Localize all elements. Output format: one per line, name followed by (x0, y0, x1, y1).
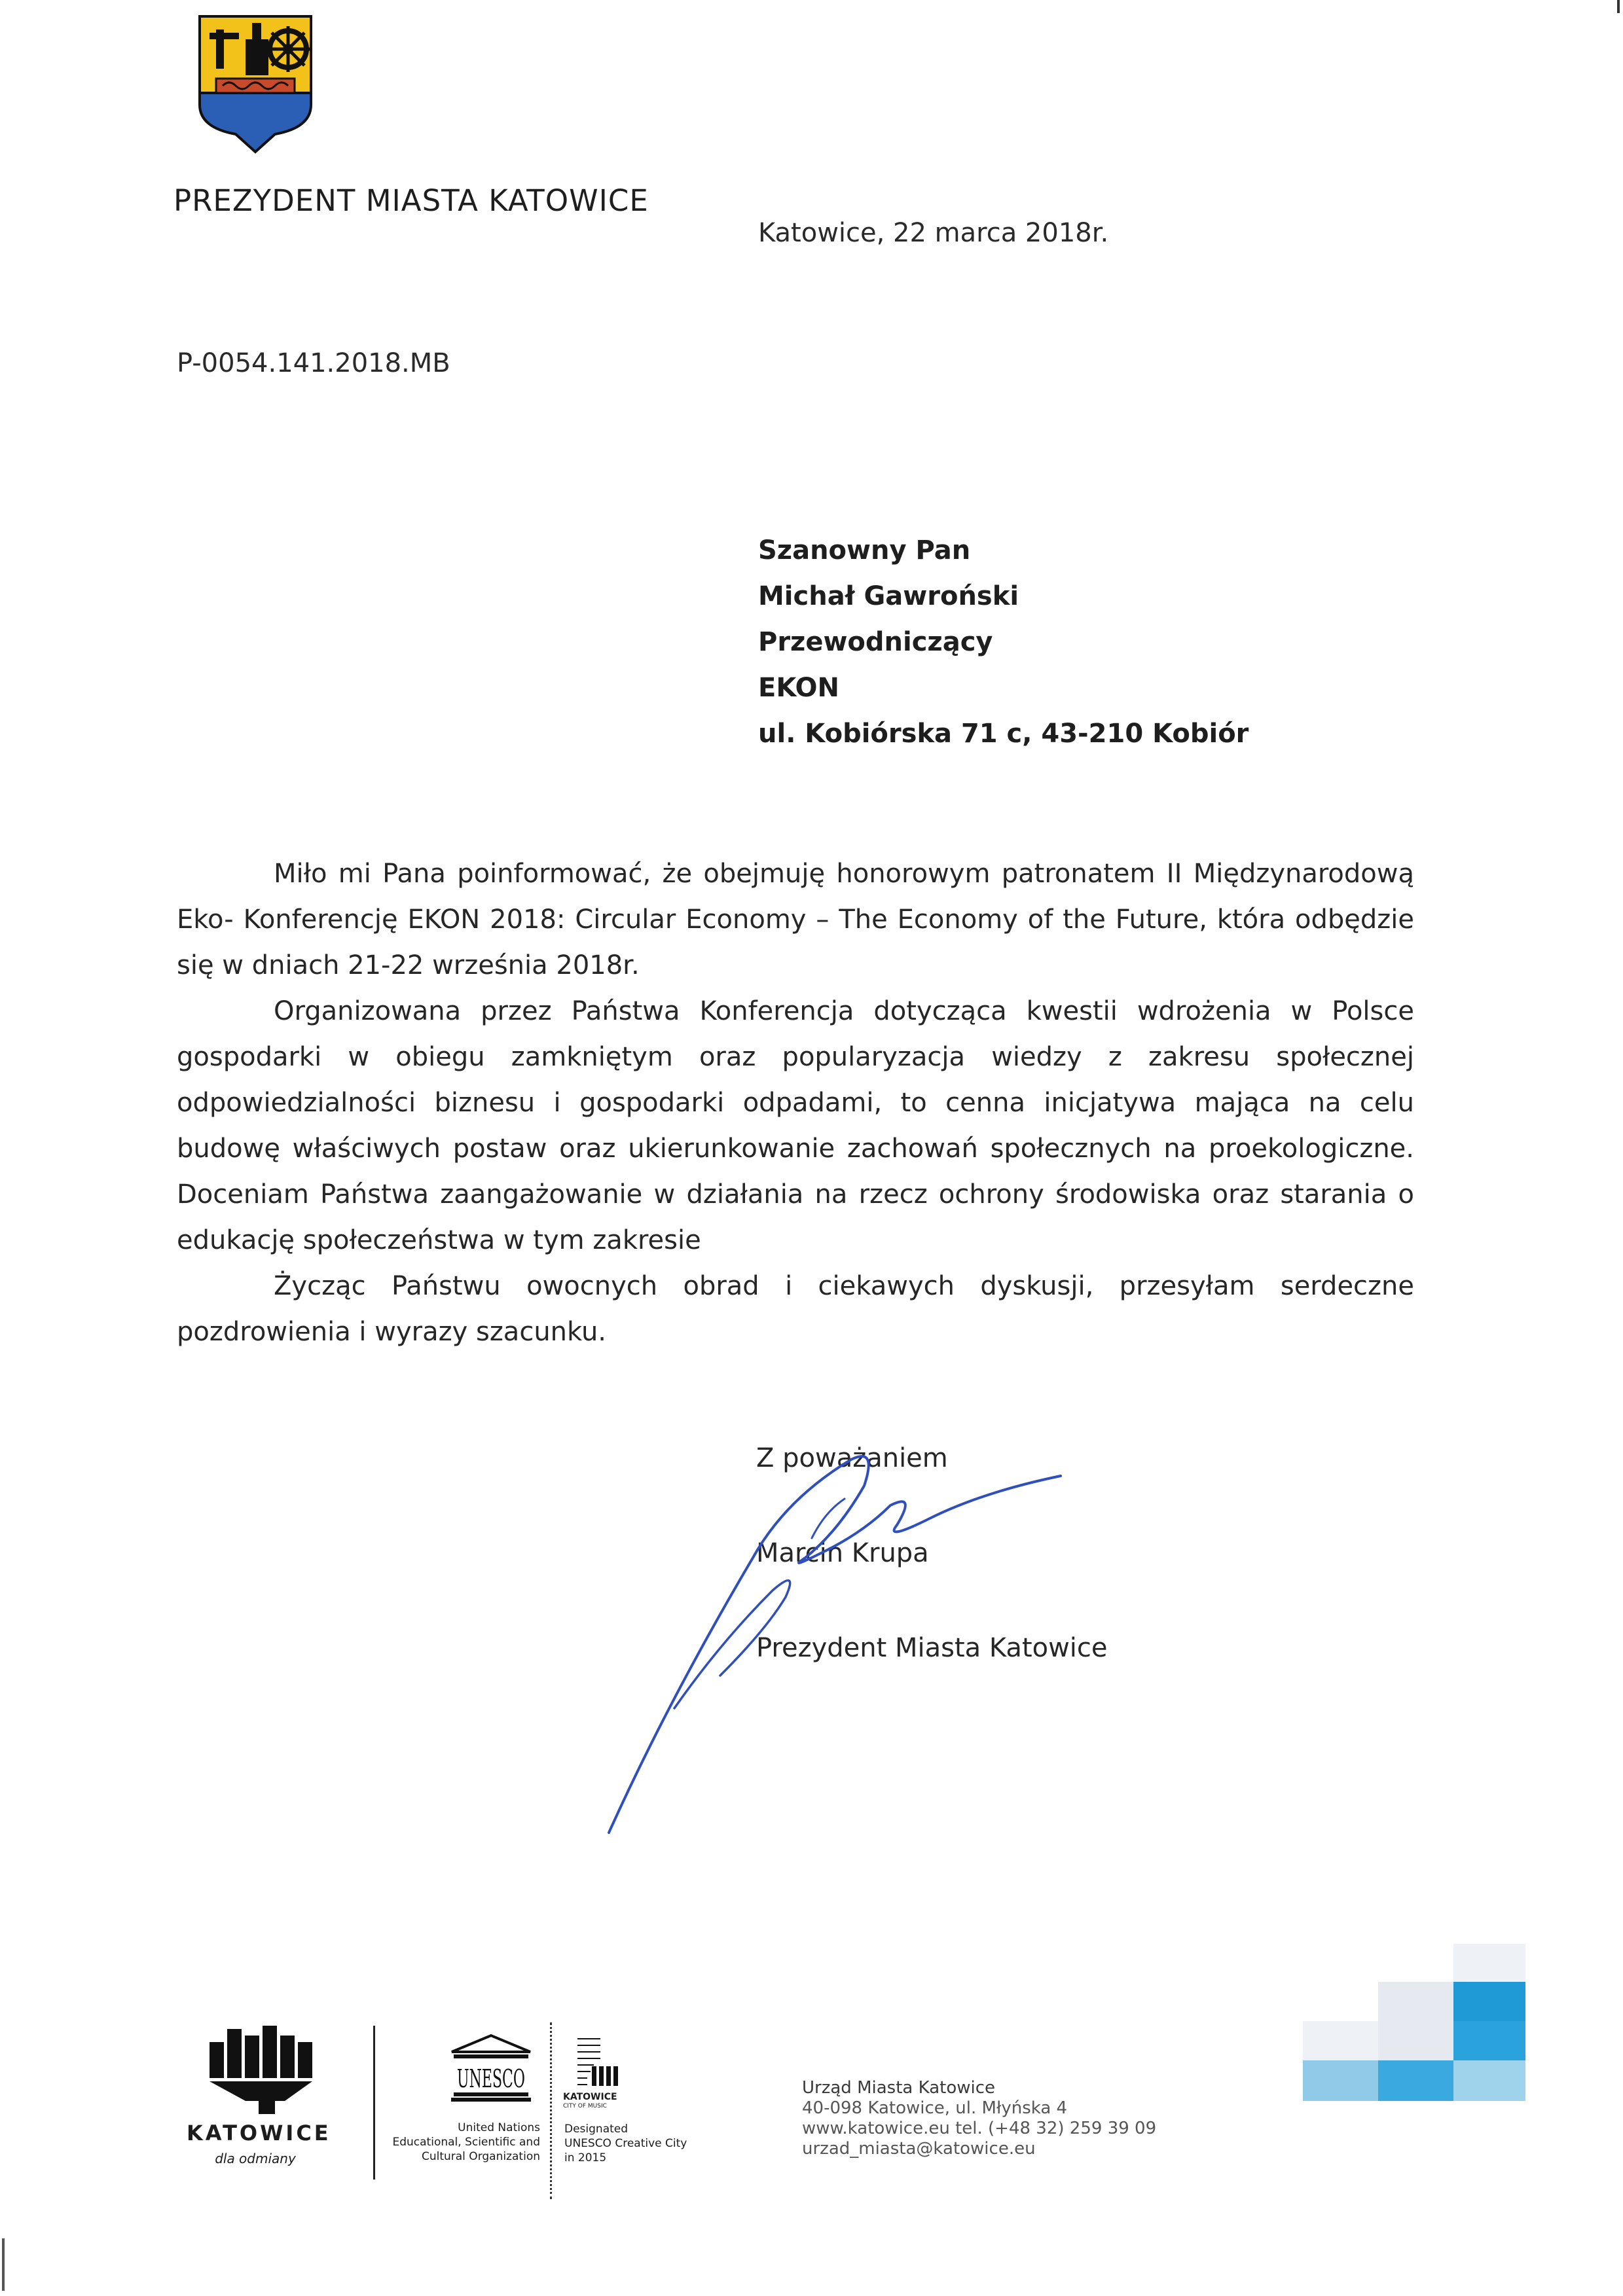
footer-dotted-divider (550, 2022, 552, 2199)
designated-caption-line: Designated (564, 2123, 629, 2136)
scan-edge-mark (2, 2238, 5, 2291)
katowice-logo-label: KATOWICE (187, 2121, 331, 2145)
unesco-temple-icon (448, 2032, 534, 2104)
city-of-music-sublabel: CITY OF MUSIC (563, 2103, 607, 2109)
designated-caption-line: in 2015 (564, 2151, 607, 2164)
letter-date: Katowice, 22 marca 2018r. (758, 218, 1109, 248)
signatory-position: Prezydent Miasta Katowice (756, 1633, 1108, 1663)
recipient-name: Michał Gawroński (758, 581, 1019, 611)
city-of-music-label: KATOWICE (563, 2092, 617, 2102)
katowice-logo-icon (206, 2019, 324, 2117)
city-crest-logo (196, 13, 314, 154)
sender-title: PREZYDENT MIASTA KATOWICE (173, 183, 649, 218)
scan-edge-mark (1617, 0, 1620, 13)
office-email: urzad_miasta@katowice.eu (802, 2139, 1036, 2159)
office-street: 40-098 Katowice, ul. Młyńska 4 (802, 2098, 1068, 2118)
unesco-wordmark: UNESCO (457, 2064, 525, 2093)
footer-divider (373, 2026, 375, 2179)
body-paragraph: Miło mi Pana poinformować, że obejmuję honorowym patronatem II Międzynarodową Eko- Konferencję EKON 2018: Circular Economy – The Economy of the Future, która odbędzie się w dniach 21-22 września 2018r. (177, 859, 1414, 980)
reference-number: P-0054.141.2018.MB (177, 348, 450, 378)
office-contact: www.katowice.eu tel. (+48 32) 259 39 09 (802, 2119, 1157, 2138)
decorative-squares (1303, 1944, 1529, 2127)
unesco-caption-line: Educational, Scientific and (392, 2136, 540, 2149)
signatory-name: Marcin Krupa (756, 1538, 929, 1568)
letter-body (177, 851, 1414, 1355)
designated-caption (564, 2122, 687, 2165)
recipient-salutation: Szanowny Pan (758, 535, 971, 565)
closing-salutation: Z poważaniem (756, 1443, 948, 1473)
handwritten-signature (589, 1427, 1146, 1846)
office-address (802, 2078, 1156, 2159)
recipient-address: ul. Kobiórska 71 c, 43-210 Kobiór (758, 719, 1249, 749)
unesco-caption (390, 2121, 540, 2164)
recipient-block (758, 528, 1249, 757)
recipient-organization: EKON (758, 673, 840, 703)
katowice-logo-tagline: dla odmiany (215, 2151, 296, 2166)
body-paragraph: Życząc Państwu owocnych obrad i ciekawych dyskusji, przesyłam serdeczne pozdrowienia i wyrazy szacunku. (177, 1271, 1414, 1347)
designated-caption-line: UNESCO Creative City (564, 2137, 687, 2150)
unesco-caption-line: Cultural Organization (421, 2150, 540, 2163)
recipient-position: Przewodniczący (758, 627, 993, 657)
unesco-caption-line: United Nations (458, 2121, 540, 2134)
body-paragraph: Organizowana przez Państwa Konferencja dotycząca kwestii wdrożenia w Polsce gospodarki w obiegu zamkniętym oraz popularyzacja wiedzy z zakresu społecznej odpowiedzialności biznesu i gospodarki odpadami, to cenna inicjatywa mająca na celu budowę właściwych postaw oraz ukierunkowanie zachowań społecznych na proekologiczne. Doceniam Państwa zaangażowanie w działania na rzecz ochrony środowiska oraz starania o edukację społeczeństwa w tym zakresie (177, 996, 1414, 1255)
office-name: Urząd Miasta Katowice (802, 2078, 996, 2098)
